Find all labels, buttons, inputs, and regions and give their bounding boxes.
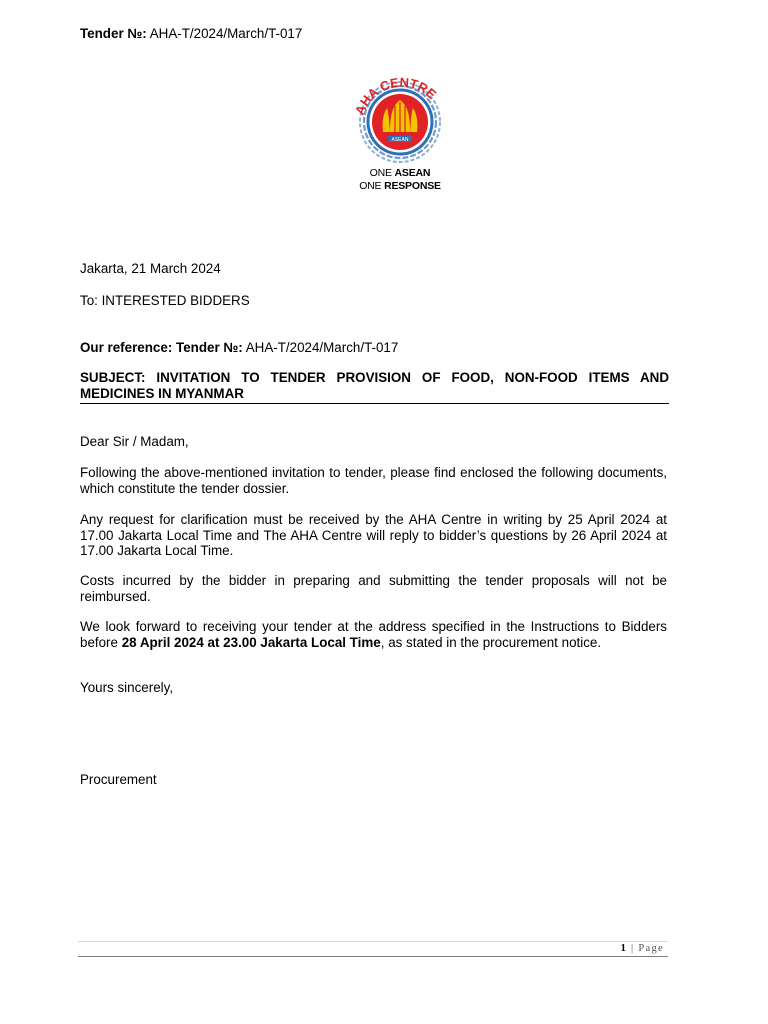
aha-centre-emblem (340, 70, 454, 170)
subject-line: SUBJECT: INVITATION TO TENDER PROVISION OF FOOD, NON-FOOD ITEMS AND MEDICINES IN MYANMAR (80, 370, 669, 401)
logo-tagline-2: ONE RESPONSE (359, 180, 441, 192)
paragraph-1: Following the above-mentioned invitation to tender, please find enclosed the following documents, which constitute the tender dossier. (80, 465, 667, 496)
svg-text:ASEAN: ASEAN (391, 137, 409, 143)
subject-block (80, 370, 669, 404)
salutation: Dear Sir / Madam, (80, 434, 189, 449)
closing: Yours sincerely, (80, 680, 174, 695)
page-number: 1 (620, 943, 628, 954)
footer-rule-bottom (78, 956, 668, 957)
svg-text:AHA CENTRE: AHA CENTRE (351, 74, 440, 117)
tender-label: Tender №: (80, 26, 147, 41)
place-date: Jakarta, 21 March 2024 (80, 261, 221, 276)
reference-number: AHA-T/2024/March/T-017 (245, 340, 399, 355)
page-indicator (621, 943, 664, 954)
tender-header (80, 26, 302, 42)
paragraph-3: Costs incurred by the bidder in preparing and submitting the tender proposals will not be reimbursed. (80, 573, 667, 604)
recipient: To: INTERESTED BIDDERS (80, 293, 250, 308)
footer-rule-top (78, 941, 668, 942)
tender-number: AHA-T/2024/March/T-017 (149, 26, 303, 41)
reference-line (80, 340, 398, 356)
deadline: 28 April 2024 at 23.00 Jakarta Local Time (121, 634, 381, 650)
paragraph-4: We look forward to receiving your tender at the address specified in the Instructions to Bidders before 28 April 2024 at 23.00 Jakarta Local Time, as stated in the procurement notice. (80, 619, 667, 650)
signature: Procurement (80, 772, 157, 787)
aha-centre-logo (340, 70, 454, 200)
paragraph-2: Any request for clarification must be received by the AHA Centre in writing by 25 April 2024 at 17.00 Jakarta Local Time and The AHA Centre will reply to bidder’s questions by 26 April 2024 at 17.00 Jakarta Local Time. (80, 512, 667, 558)
page-label: | Page (627, 943, 664, 954)
reference-label: Our reference: Tender №: (80, 340, 243, 355)
logo-tagline-1: ONE ASEAN (369, 167, 431, 179)
